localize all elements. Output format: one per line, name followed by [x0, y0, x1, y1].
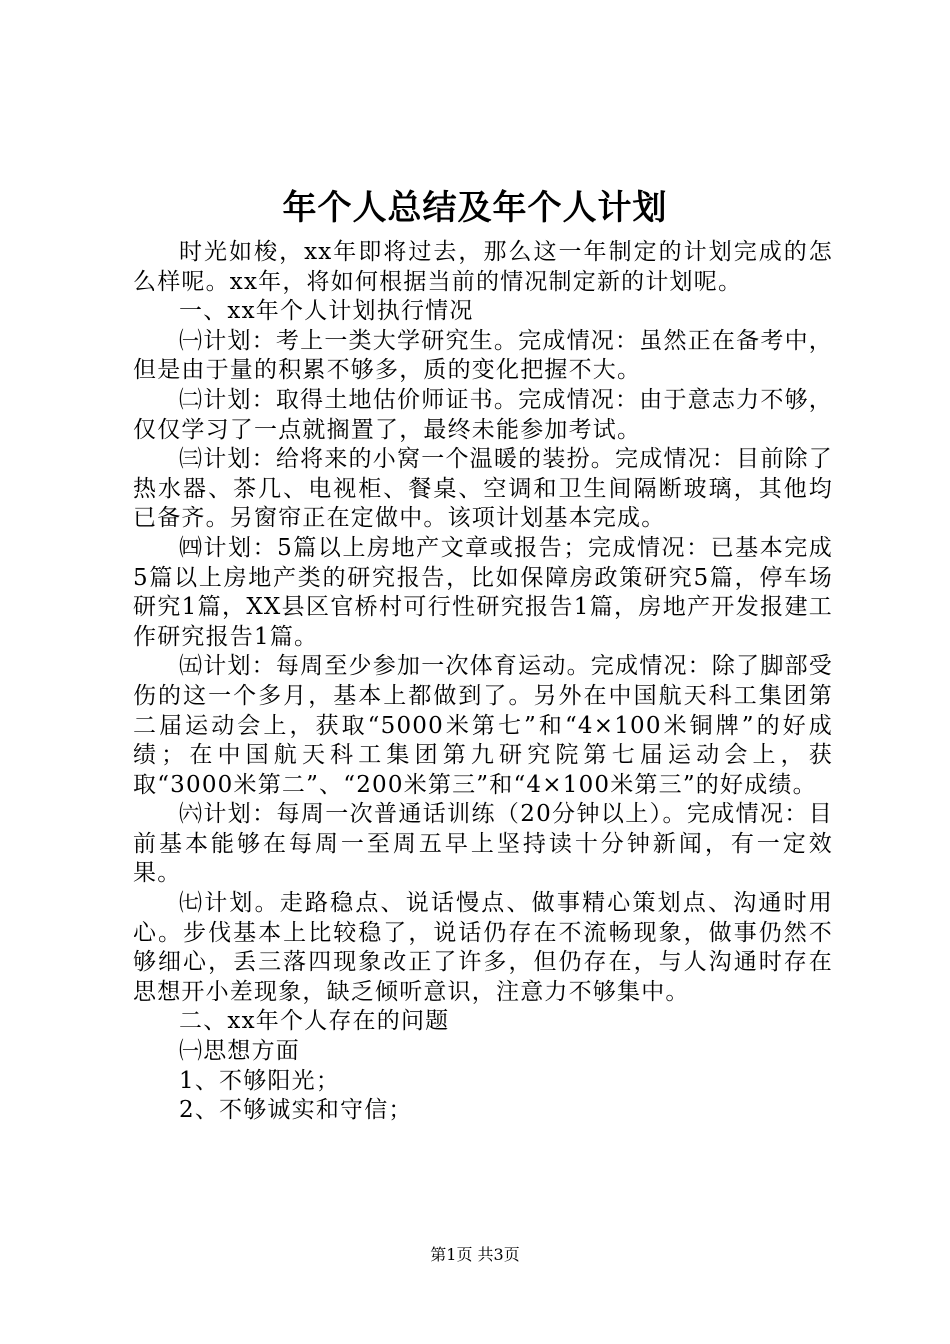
plan-item-5: ㈤计划：每周至少参加一次体育运动。完成情况：除了脚部受伤的这一个多月，基本上都做到了。另外在中国航天科工集团第二届运动会上，获取“5000米第七”和“4×100米铜牌”的好成绩；在中国航天科工集团第九研究院第七届运动会上，获取“3000米第二”、“200米第三”和“4×100米第三”的好成绩。: [133, 653, 833, 798]
document-title: 年个人总结及年个人计划: [282, 188, 668, 228]
plan-item-6: ㈥计划：每周一次普通话训练（20分钟以上）。完成情况：目前基本能够在每周一至周五早上坚持读十分钟新闻，有一定效果。: [133, 801, 833, 887]
plan-item-4: ㈣计划：5篇以上房地产文章或报告；完成情况：已基本完成5篇以上房地产类的研究报告，比如保障房政策研究5篇，停车场研究1篇，XX县区官桥村可行性研究报告1篇，房地产开发报建工作研究报告1篇。: [133, 534, 833, 650]
plan-item-2: ㈡计划：取得土地估价师证书。完成情况：由于意志力不够，仅仅学习了一点就搁置了，最终未能参加考试。: [133, 386, 833, 443]
plan-item-1: ㈠计划：考上一类大学研究生。完成情况：虽然正在备考中，但是由于量的积累不够多，质的变化把握不大。: [133, 327, 833, 384]
section-heading-1: 一、xx年个人计划执行情况: [179, 298, 474, 325]
plan-item-7: ㈦计划。走路稳点、说话慢点、做事精心策划点、沟通时用心。步伐基本上比较稳了，说话仍存在不流畅现象，做事仍然不够细心，丢三落四现象改正了许多，但仍存在，与人沟通时存在思想开小差现象，缺乏倾听意识，注意力不够集中。: [133, 890, 833, 1005]
problem-item-2: 2、不够诚实和守信；: [179, 1097, 413, 1124]
document-body: [133, 238, 833, 1126]
subsection-heading: ㈠思想方面: [179, 1038, 300, 1065]
paragraph-intro: 时光如梭，xx年即将过去，那么这一年制定的计划完成的怎么样呢。xx年，将如何根据当前的情况制定新的计划呢。: [133, 239, 833, 295]
problem-item-1: 1、不够阳光；: [179, 1067, 341, 1094]
plan-item-3: ㈢计划：给将来的小窝一个温暖的装扮。完成情况：目前除了热水器、茶几、电视柜、餐桌、空调和卫生间隔断玻璃，其他均已备齐。另窗帘正在定做中。该项计划基本完成。: [133, 446, 833, 532]
page-footer: 第1页 共3页: [430, 1245, 520, 1264]
section-heading-2: 二、xx年个人存在的问题: [179, 1008, 450, 1035]
